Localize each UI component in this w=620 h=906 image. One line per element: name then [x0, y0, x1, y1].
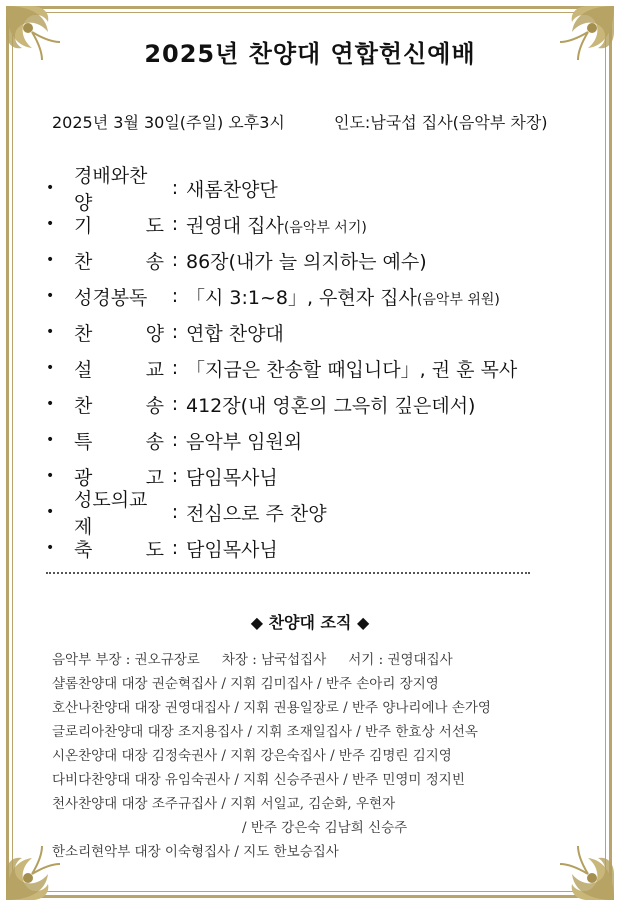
program-colon: :: [171, 465, 179, 487]
program-content: [186, 247, 427, 274]
org-secretary: 서기 : 권영대집사: [348, 652, 453, 668]
program-item: [46, 242, 576, 278]
program-content-main: 담임목사님: [186, 538, 278, 561]
program-label-char: 광: [74, 466, 93, 489]
program-colon: :: [171, 501, 179, 523]
program-label: [74, 211, 164, 238]
bullet-icon: •: [46, 324, 55, 340]
bullet-icon: •: [46, 216, 55, 232]
program-label-char: 찬: [74, 394, 93, 417]
program-item: [46, 278, 576, 314]
program-colon: :: [171, 357, 179, 379]
bullet-icon: •: [46, 180, 55, 196]
program-label-char: 찬: [74, 250, 93, 273]
program-label-char: 축: [74, 538, 93, 561]
program-colon: :: [171, 213, 179, 235]
program-content: [186, 535, 278, 562]
program-content: [186, 283, 500, 310]
program-content-main: 담임목사님: [186, 466, 278, 489]
program-colon: :: [171, 177, 179, 199]
program-label-char: 송: [145, 430, 164, 453]
program-label: 성도의교제: [74, 489, 148, 538]
program-label: [74, 535, 164, 562]
program-item: [46, 530, 576, 566]
program-content-main: 권영대 집사: [186, 214, 284, 237]
program-content-main: 전심으로 주 찬양: [186, 502, 327, 525]
org-deputy: 차장 : 남국섭집사: [221, 652, 327, 668]
program-content: [186, 175, 278, 202]
bullet-icon: •: [46, 360, 55, 376]
org-head: 음악부 부장 : 권오규장로: [52, 652, 200, 668]
program-colon: :: [171, 429, 179, 451]
org-line: 천사찬양대 대장 조주규집사 / 지휘 서일교, 김순화, 우현자: [52, 796, 396, 812]
program-content: [186, 211, 367, 238]
program-item: [46, 422, 576, 458]
program-colon: :: [171, 285, 179, 307]
program-item: [46, 206, 576, 242]
program-colon: :: [171, 393, 179, 415]
program-label-char: 교: [145, 358, 164, 381]
program-list: [46, 165, 576, 566]
program-content-main: 86장(내가 늘 의지하는 예수): [186, 250, 427, 273]
program-label-char: 설: [74, 358, 93, 381]
program-content: [186, 319, 284, 346]
program-content: [186, 499, 327, 526]
program-item: [46, 489, 576, 538]
program-content-main: 연합 찬양대: [186, 322, 284, 345]
program-content-note: (음악부 서기): [283, 219, 367, 236]
org-line: 샬롬찬양대 대장 권순혁집사 / 지휘 김미집사 / 반주 손아리 장지영: [52, 676, 439, 692]
program-content-main: 「시 3:1~8」, 우현자 집사: [186, 286, 417, 309]
bullet-icon: •: [46, 540, 55, 556]
bullet-icon: •: [46, 504, 55, 520]
program-item: [46, 386, 576, 422]
org-line: 다비다찬양대 대장 유임숙권사 / 지휘 신승주권사 / 반주 민영미 정지빈: [52, 772, 465, 788]
service-date: 2025년 3월 30일(주일) 오후3시: [52, 113, 285, 132]
dotted-divider: [46, 570, 530, 574]
bullet-icon: •: [46, 252, 55, 268]
service-leader: 인도:남국섭 집사(음악부 차장): [334, 113, 548, 132]
program-label-char: 도: [145, 538, 164, 561]
program-label: 경배와찬양: [74, 165, 148, 214]
page-title: 2025년 찬양대 연합헌신예배: [144, 40, 476, 68]
bullet-icon: •: [46, 288, 55, 304]
org-list: [52, 648, 592, 864]
program-content: [186, 355, 517, 382]
org-line: 호산나찬양대 대장 권영대집사 / 지휘 권용일장로 / 반주 양나리에나 손가영: [52, 700, 491, 716]
org-line: 한소리현악부 대장 이숙형집사 / 지도 한보승집사: [52, 844, 339, 860]
program-item: [46, 314, 576, 350]
program-content-main: 412장(내 영혼의 그윽히 깊은데서): [186, 394, 476, 417]
program-label: [74, 427, 164, 454]
program-content-main: 「지금은 찬송할 때입니다」, 권 훈 목사: [186, 358, 518, 381]
bullet-icon: •: [46, 468, 55, 484]
program-content-main: 새롬찬양단: [186, 178, 278, 201]
program-content-main: 음악부 임원외: [186, 430, 303, 453]
program-content: [186, 427, 302, 454]
org-line-continuation: / 반주 강은숙 김남희 신승주: [242, 820, 408, 836]
org-line: 글로리아찬양대 대장 조지용집사 / 지휘 조재일집사 / 반주 한효상 서선옥: [52, 724, 478, 740]
program-item: [46, 350, 576, 386]
org-line: 시온찬양대 대장 김정숙권사 / 지휘 강은숙집사 / 반주 김명린 김지영: [52, 748, 452, 764]
bullet-icon: •: [46, 432, 55, 448]
program-label-char: 양: [145, 322, 164, 345]
org-section-title: ◆ 찬양대 조직 ◆: [250, 613, 370, 632]
program-label: [74, 319, 164, 346]
program-content: [186, 391, 475, 418]
program-label-char: 송: [145, 250, 164, 273]
org-officers: [52, 648, 592, 672]
program-label-char: 특: [74, 430, 93, 453]
program-label: [74, 391, 164, 418]
program-colon: :: [171, 249, 179, 271]
program-label-char: 고: [145, 466, 164, 489]
program-content-note: (음악부 위원): [416, 291, 500, 308]
program-label-char: 찬: [74, 322, 93, 345]
program-label: 성경봉독: [74, 286, 148, 309]
program-label: [74, 247, 164, 274]
bullet-icon: •: [46, 396, 55, 412]
program-item: [46, 165, 576, 214]
program-label-char: 기: [74, 214, 93, 237]
program-label: [74, 355, 164, 382]
program-label-char: 송: [145, 394, 164, 417]
program-colon: :: [171, 321, 179, 343]
program-label-char: 도: [145, 214, 164, 237]
program-content: [186, 463, 278, 490]
program-colon: :: [171, 537, 179, 559]
